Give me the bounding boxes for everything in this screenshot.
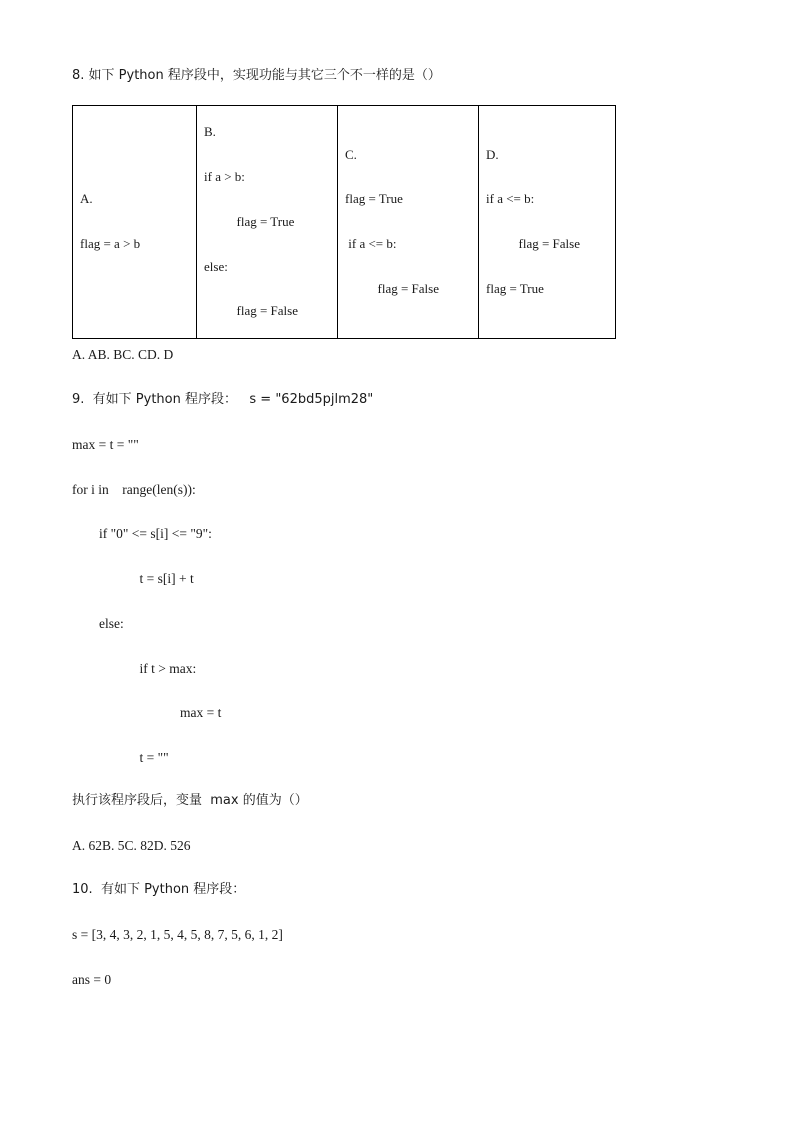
option-b-line <box>204 233 337 255</box>
option-b-line: flag = False <box>204 303 298 319</box>
code-line: ans = 0 <box>72 971 112 987</box>
option-c-line <box>345 256 478 278</box>
option-c-line: if a <= b: <box>345 236 397 252</box>
q10-title: 10. 有如下 Python 程序段： <box>72 882 246 897</box>
option-b-line <box>204 144 337 166</box>
option-c-cell <box>338 106 479 339</box>
code-line: t = "" <box>72 749 169 765</box>
code-line: max = t <box>72 705 222 721</box>
code-line: for i in range(len(s)): <box>72 481 196 497</box>
option-d-line <box>486 256 615 278</box>
code-line: else: <box>72 615 124 631</box>
q8-options-table <box>72 105 616 339</box>
q9-title: 9. 有如下 Python 程序段： s = "62bd5pjlm28" <box>72 392 374 407</box>
code-line: max = t = "" <box>72 437 139 452</box>
option-a-cell <box>73 106 197 339</box>
option-d-line <box>486 211 615 233</box>
option-b-code <box>204 121 337 323</box>
option-c-line <box>345 166 478 188</box>
q8-answer-choices: A. AB. BC. CD. D <box>72 347 174 362</box>
option-a-line <box>80 211 196 233</box>
code-line: if "0" <= s[i] <= "9": <box>72 526 212 542</box>
option-b-line: if a > b: <box>204 168 245 184</box>
q8-title: 8. 如下 Python 程序段中，实现功能与其它三个不一样的是（） <box>72 68 441 83</box>
option-c-line <box>345 211 478 233</box>
option-d-cell <box>479 106 616 339</box>
q9-question: 执行该程序段后，变量 max 的值为（） <box>72 793 308 808</box>
option-c-line: C. <box>345 146 357 162</box>
option-c-line: flag = False <box>345 281 439 297</box>
option-b-line <box>204 278 337 300</box>
option-a-line: flag = a > b <box>80 236 141 252</box>
option-c-code <box>345 144 478 301</box>
option-b-line <box>204 188 337 210</box>
q9-answer-choices: A. 62B. 5C. 82D. 526 <box>72 838 191 853</box>
option-d-code <box>486 144 615 301</box>
option-c-line: flag = True <box>345 191 403 207</box>
option-b-cell <box>197 106 338 339</box>
option-d-line <box>486 166 615 188</box>
option-b-line: flag = True <box>204 213 295 229</box>
code-line: t = s[i] + t <box>72 571 194 587</box>
option-b-line: B. <box>204 124 216 140</box>
code-line: if t > max: <box>72 660 197 676</box>
option-a-code <box>80 188 196 255</box>
option-d-line: if a <= b: <box>486 191 535 207</box>
option-d-line: flag = False <box>486 236 580 252</box>
option-d-line: flag = True <box>486 281 544 297</box>
option-d-line: D. <box>486 146 499 162</box>
option-a-line: A. <box>80 191 93 207</box>
code-line: s = [3, 4, 3, 2, 1, 5, 4, 5, 8, 7, 5, 6, 1, 2] <box>72 927 283 942</box>
option-b-line: else: <box>204 258 228 274</box>
